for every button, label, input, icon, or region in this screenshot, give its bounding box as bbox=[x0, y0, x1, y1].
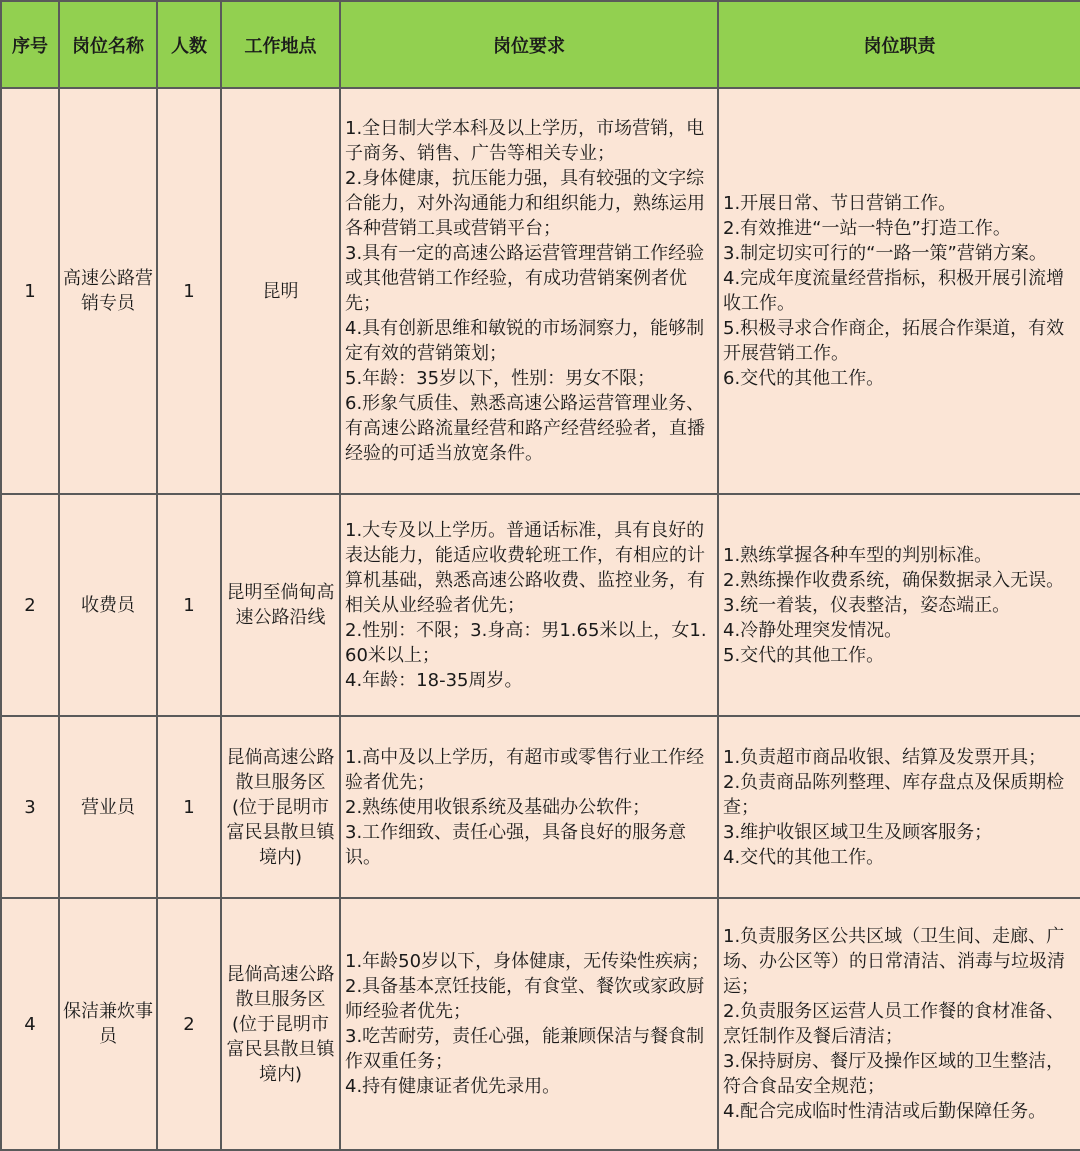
requirement-item: 2.具备基本烹饪技能，有食堂、餐饮或家政厨师经验者优先； bbox=[345, 976, 705, 1022]
work-location: 昆倘高速公路散旦服务区(位于昆明市富民县散旦镇境内) bbox=[226, 963, 335, 1085]
duty-item: 1.熟练掌握各种车型的判别标准。 bbox=[723, 544, 993, 566]
table-row bbox=[1, 716, 1080, 898]
headcount: 1 bbox=[157, 494, 221, 716]
duty-item: 4.完成年度流量经营指标，积极开展引流增收工作。 bbox=[723, 268, 1065, 314]
requirement-item: 1.年龄50岁以下，身体健康，无传染性疾病； bbox=[345, 951, 710, 972]
duty-item: 1.负责超市商品收银、结算及发票开具； bbox=[723, 746, 1047, 768]
work-location: 昆明 bbox=[262, 280, 299, 302]
headcount: 2 bbox=[157, 898, 221, 1150]
requirement-item: 2.性别：不限；3.身高：男1.65米以上，女1.60米以上； bbox=[345, 619, 707, 666]
duties-cell bbox=[718, 716, 1080, 898]
duty-item: 3.制定切实可行的“一路一策”营销方案。 bbox=[723, 243, 1047, 264]
duty-item: 2.有效推进“一站一特色”打造工作。 bbox=[723, 218, 1011, 239]
duties-cell bbox=[718, 494, 1080, 716]
duty-item: 4.交代的其他工作。 bbox=[723, 846, 885, 868]
requirement-item: 4.年龄：18-35周岁。 bbox=[345, 669, 523, 691]
requirements-cell bbox=[340, 898, 718, 1150]
work-location: 昆明至倘甸高速公路沿线 bbox=[226, 582, 335, 628]
row-no: 3 bbox=[1, 716, 59, 898]
requirement-item: 6.形象气质佳、熟悉高速公路运营管理业务、有高速公路流量经营和路产经营经验者，直播经验的可适当放宽条件。 bbox=[345, 393, 705, 464]
duty-item: 1.负责服务区公共区域（卫生间、走廊、广场、办公区等）的日常清洁、消毒与垃圾清运； bbox=[723, 926, 1065, 997]
position-name: 营业员 bbox=[81, 796, 135, 818]
duty-item: 4.冷静处理突发情况。 bbox=[723, 619, 903, 641]
requirement-item: 3.工作细致、责任心强，具备良好的服务意识。 bbox=[345, 821, 687, 868]
header-location: 工作地点 bbox=[221, 1, 340, 88]
requirements-cell bbox=[340, 88, 718, 494]
requirement-item: 2.熟练使用收银系统及基础办公软件； bbox=[345, 796, 651, 818]
work-location: 昆倘高速公路散旦服务区(位于昆明市富民县散旦镇境内) bbox=[226, 746, 335, 868]
requirement-item: 3.具有一定的高速公路运营管理营销工作经验或其他营销工作经验，有成功营销案例者优先； bbox=[345, 243, 705, 314]
duty-item: 6.交代的其他工作。 bbox=[723, 368, 885, 389]
header-no: 序号 bbox=[1, 1, 59, 88]
duties-cell bbox=[718, 88, 1080, 494]
requirement-item: 4.持有健康证者优先录用。 bbox=[345, 1076, 561, 1097]
row-no: 1 bbox=[1, 88, 59, 494]
position-name: 保洁兼炊事员 bbox=[63, 1001, 153, 1047]
duties-cell bbox=[718, 898, 1080, 1150]
duty-item: 5.交代的其他工作。 bbox=[723, 644, 885, 666]
requirement-item: 4.具有创新思维和敏锐的市场洞察力，能够制定有效的营销策划； bbox=[345, 318, 705, 364]
headcount: 1 bbox=[157, 88, 221, 494]
requirement-item: 1.高中及以上学历，有超市或零售行业工作经验者优先； bbox=[345, 746, 705, 793]
table-row bbox=[1, 494, 1080, 716]
header-requirements: 岗位要求 bbox=[340, 1, 718, 88]
requirement-item: 5.年龄：35岁以下，性别：男女不限； bbox=[345, 368, 656, 389]
table-row bbox=[1, 88, 1080, 494]
requirement-item: 2.身体健康，抗压能力强，具有较强的文字综合能力，对外沟通能力和组织能力，熟练运用各种营销工具或营销平台； bbox=[345, 168, 705, 239]
duty-item: 2.负责服务区运营人员工作餐的食材准备、烹饪制作及餐后清洁； bbox=[723, 1001, 1065, 1047]
row-no: 4 bbox=[1, 898, 59, 1150]
requirement-item: 1.全日制大学本科及以上学历，市场营销，电子商务、销售、广告等相关专业； bbox=[345, 118, 705, 164]
header-headcount: 人数 bbox=[157, 1, 221, 88]
header-duties: 岗位职责 bbox=[718, 1, 1080, 88]
duty-item: 4.配合完成临时性清洁或后勤保障任务。 bbox=[723, 1101, 1047, 1122]
header-position-name: 岗位名称 bbox=[59, 1, 157, 88]
duty-item: 3.维护收银区域卫生及顾客服务； bbox=[723, 821, 993, 843]
duty-item: 1.开展日常、节日营销工作。 bbox=[723, 193, 957, 214]
requirement-item: 3.吃苦耐劳，责任心强，能兼顾保洁与餐食制作双重任务； bbox=[345, 1026, 705, 1072]
position-name: 收费员 bbox=[81, 594, 135, 616]
table-row bbox=[1, 898, 1080, 1150]
requirement-item: 1.大专及以上学历。普通话标准，具有良好的表达能力，能适应收费轮班工作，有相应的计算机基础，熟悉高速公路收费、监控业务，有相关从业经验者优先； bbox=[345, 519, 705, 616]
position-name: 高速公路营销专员 bbox=[63, 268, 153, 314]
duty-item: 2.负责商品陈列整理、库存盘点及保质期检查； bbox=[723, 771, 1065, 818]
row-no: 2 bbox=[1, 494, 59, 716]
duty-item: 3.统一着装，仪表整洁，姿态端正。 bbox=[723, 594, 1011, 616]
duty-item: 2.熟练操作收费系统，确保数据录入无误。 bbox=[723, 569, 1065, 591]
header-row bbox=[1, 1, 1080, 88]
duty-item: 3.保持厨房、餐厅及操作区域的卫生整洁，符合食品安全规范； bbox=[723, 1051, 1065, 1097]
requirements-cell bbox=[340, 716, 718, 898]
headcount: 1 bbox=[157, 716, 221, 898]
duty-item: 5.积极寻求合作商企，拓展合作渠道，有效开展营销工作。 bbox=[723, 318, 1065, 364]
requirements-cell bbox=[340, 494, 718, 716]
